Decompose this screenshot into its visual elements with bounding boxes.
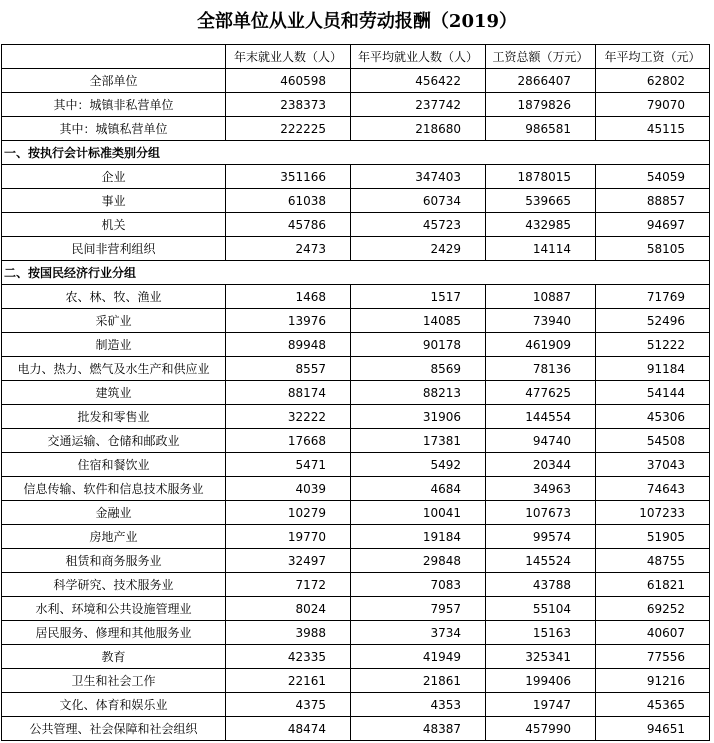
table-row <box>2 645 710 669</box>
row-label: 交通运输、仓储和邮政业 <box>2 429 226 453</box>
cell-average-employees: 237742 <box>351 93 486 117</box>
row-label: 其中：城镇私营单位 <box>2 117 226 141</box>
header-cell-average-employees: 年平均就业人数（人） <box>351 45 486 69</box>
cell-average-wage: 52496 <box>596 309 710 333</box>
row-label: 居民服务、修理和其他服务业 <box>2 621 226 645</box>
header-cell-total-wages: 工资总额（万元） <box>486 45 596 69</box>
cell-yearend-employees: 460598 <box>226 69 351 93</box>
cell-average-employees: 218680 <box>351 117 486 141</box>
table-row <box>2 405 710 429</box>
cell-yearend-employees: 19770 <box>226 525 351 549</box>
cell-total-wages: 145524 <box>486 549 596 573</box>
table-row <box>2 549 710 573</box>
cell-average-wage: 45115 <box>596 117 710 141</box>
row-label: 住宿和餐饮业 <box>2 453 226 477</box>
table-row <box>2 429 710 453</box>
row-label: 水利、环境和公共设施管理业 <box>2 597 226 621</box>
cell-average-employees: 2429 <box>351 237 486 261</box>
cell-total-wages: 199406 <box>486 669 596 693</box>
cell-average-employees: 60734 <box>351 189 486 213</box>
table-row <box>2 669 710 693</box>
cell-total-wages: 539665 <box>486 189 596 213</box>
cell-yearend-employees: 351166 <box>226 165 351 189</box>
row-label: 科学研究、技术服务业 <box>2 573 226 597</box>
cell-average-wage: 58105 <box>596 237 710 261</box>
cell-total-wages: 144554 <box>486 405 596 429</box>
cell-average-employees: 3734 <box>351 621 486 645</box>
row-label: 农、林、牧、渔业 <box>2 285 226 309</box>
cell-average-wage: 94697 <box>596 213 710 237</box>
table-row <box>2 333 710 357</box>
table-row <box>2 717 710 741</box>
cell-average-wage: 51905 <box>596 525 710 549</box>
cell-yearend-employees: 8024 <box>226 597 351 621</box>
cell-average-wage: 91216 <box>596 669 710 693</box>
cell-total-wages: 477625 <box>486 381 596 405</box>
cell-total-wages: 432985 <box>486 213 596 237</box>
cell-yearend-employees: 42335 <box>226 645 351 669</box>
cell-yearend-employees: 7172 <box>226 573 351 597</box>
cell-total-wages: 78136 <box>486 357 596 381</box>
row-label: 企业 <box>2 165 226 189</box>
table-row <box>2 477 710 501</box>
table-row <box>2 285 710 309</box>
section-row <box>2 261 710 285</box>
row-label: 采矿业 <box>2 309 226 333</box>
cell-average-wage: 48755 <box>596 549 710 573</box>
cell-average-wage: 69252 <box>596 597 710 621</box>
cell-yearend-employees: 4375 <box>226 693 351 717</box>
cell-total-wages: 1879826 <box>486 93 596 117</box>
row-label: 批发和零售业 <box>2 405 226 429</box>
cell-average-employees: 29848 <box>351 549 486 573</box>
table-row <box>2 357 710 381</box>
cell-yearend-employees: 45786 <box>226 213 351 237</box>
cell-yearend-employees: 22161 <box>226 669 351 693</box>
cell-yearend-employees: 4039 <box>226 477 351 501</box>
header-cell-average-wage: 年平均工资（元） <box>596 45 710 69</box>
table-row <box>2 213 710 237</box>
cell-yearend-employees: 8557 <box>226 357 351 381</box>
cell-average-employees: 17381 <box>351 429 486 453</box>
cell-average-employees: 31906 <box>351 405 486 429</box>
cell-total-wages: 461909 <box>486 333 596 357</box>
row-label: 事业 <box>2 189 226 213</box>
cell-average-wage: 37043 <box>596 453 710 477</box>
cell-total-wages: 55104 <box>486 597 596 621</box>
cell-total-wages: 14114 <box>486 237 596 261</box>
row-label: 其中：城镇非私营单位 <box>2 93 226 117</box>
cell-average-wage: 107233 <box>596 501 710 525</box>
cell-average-wage: 45365 <box>596 693 710 717</box>
cell-average-wage: 51222 <box>596 333 710 357</box>
row-label: 公共管理、社会保障和社会组织 <box>2 717 226 741</box>
cell-total-wages: 10887 <box>486 285 596 309</box>
row-label: 建筑业 <box>2 381 226 405</box>
cell-average-employees: 4353 <box>351 693 486 717</box>
cell-average-employees: 7957 <box>351 597 486 621</box>
cell-yearend-employees: 32222 <box>226 405 351 429</box>
cell-average-wage: 79070 <box>596 93 710 117</box>
cell-total-wages: 1878015 <box>486 165 596 189</box>
cell-total-wages: 73940 <box>486 309 596 333</box>
cell-average-wage: 88857 <box>596 189 710 213</box>
cell-total-wages: 20344 <box>486 453 596 477</box>
cell-average-wage: 40607 <box>596 621 710 645</box>
cell-yearend-employees: 88174 <box>226 381 351 405</box>
cell-average-employees: 4684 <box>351 477 486 501</box>
row-label: 民间非营利组织 <box>2 237 226 261</box>
row-label: 卫生和社会工作 <box>2 669 226 693</box>
table-row <box>2 237 710 261</box>
table-row <box>2 381 710 405</box>
header-row <box>2 45 710 69</box>
cell-total-wages: 15163 <box>486 621 596 645</box>
header-cell-yearend-employees: 年末就业人数（人） <box>226 45 351 69</box>
cell-average-wage: 71769 <box>596 285 710 309</box>
cell-average-employees: 1517 <box>351 285 486 309</box>
cell-yearend-employees: 3988 <box>226 621 351 645</box>
header-cell-category <box>2 45 226 69</box>
cell-yearend-employees: 10279 <box>226 501 351 525</box>
cell-total-wages: 457990 <box>486 717 596 741</box>
cell-average-wage: 54059 <box>596 165 710 189</box>
cell-average-employees: 10041 <box>351 501 486 525</box>
cell-average-wage: 61821 <box>596 573 710 597</box>
row-label: 信息传输、软件和信息技术服务业 <box>2 477 226 501</box>
table-row <box>2 69 710 93</box>
cell-yearend-employees: 1468 <box>226 285 351 309</box>
cell-yearend-employees: 89948 <box>226 333 351 357</box>
cell-average-employees: 21861 <box>351 669 486 693</box>
section-label: 二、按国民经济行业分组 <box>2 261 710 285</box>
table-body <box>2 69 710 741</box>
cell-average-wage: 91184 <box>596 357 710 381</box>
cell-total-wages: 34963 <box>486 477 596 501</box>
cell-average-employees: 45723 <box>351 213 486 237</box>
cell-yearend-employees: 222225 <box>226 117 351 141</box>
section-label: 一、按执行会计标准类别分组 <box>2 141 710 165</box>
row-label: 全部单位 <box>2 69 226 93</box>
row-label: 机关 <box>2 213 226 237</box>
cell-total-wages: 2866407 <box>486 69 596 93</box>
table-row <box>2 693 710 717</box>
cell-average-employees: 19184 <box>351 525 486 549</box>
cell-average-employees: 14085 <box>351 309 486 333</box>
cell-average-wage: 77556 <box>596 645 710 669</box>
cell-total-wages: 99574 <box>486 525 596 549</box>
table-row <box>2 525 710 549</box>
cell-total-wages: 107673 <box>486 501 596 525</box>
cell-total-wages: 19747 <box>486 693 596 717</box>
cell-yearend-employees: 2473 <box>226 237 351 261</box>
cell-average-employees: 41949 <box>351 645 486 669</box>
cell-yearend-employees: 13976 <box>226 309 351 333</box>
cell-yearend-employees: 5471 <box>226 453 351 477</box>
row-label: 文化、体育和娱乐业 <box>2 693 226 717</box>
cell-average-employees: 88213 <box>351 381 486 405</box>
cell-average-employees: 456422 <box>351 69 486 93</box>
cell-average-employees: 8569 <box>351 357 486 381</box>
cell-yearend-employees: 17668 <box>226 429 351 453</box>
cell-average-wage: 94651 <box>596 717 710 741</box>
cell-yearend-employees: 61038 <box>226 189 351 213</box>
section-row <box>2 141 710 165</box>
table-row <box>2 597 710 621</box>
wage-table <box>1 44 710 741</box>
row-label: 制造业 <box>2 333 226 357</box>
cell-average-employees: 90178 <box>351 333 486 357</box>
cell-total-wages: 986581 <box>486 117 596 141</box>
cell-total-wages: 325341 <box>486 645 596 669</box>
cell-yearend-employees: 238373 <box>226 93 351 117</box>
cell-average-employees: 7083 <box>351 573 486 597</box>
cell-yearend-employees: 32497 <box>226 549 351 573</box>
row-label: 租赁和商务服务业 <box>2 549 226 573</box>
table-row <box>2 621 710 645</box>
table-row <box>2 189 710 213</box>
table-row <box>2 573 710 597</box>
cell-average-wage: 62802 <box>596 69 710 93</box>
cell-total-wages: 43788 <box>486 573 596 597</box>
cell-total-wages: 94740 <box>486 429 596 453</box>
row-label: 房地产业 <box>2 525 226 549</box>
row-label: 教育 <box>2 645 226 669</box>
cell-yearend-employees: 48474 <box>226 717 351 741</box>
page-title: 全部单位从业人员和劳动报酬（2019） <box>196 11 518 32</box>
cell-average-wage: 45306 <box>596 405 710 429</box>
table-row <box>2 453 710 477</box>
cell-average-employees: 48387 <box>351 717 486 741</box>
cell-average-wage: 74643 <box>596 477 710 501</box>
table-row <box>2 165 710 189</box>
row-label: 电力、热力、燃气及水生产和供应业 <box>2 357 226 381</box>
cell-average-employees: 5492 <box>351 453 486 477</box>
cell-average-wage: 54144 <box>596 381 710 405</box>
table-row <box>2 309 710 333</box>
table-row <box>2 501 710 525</box>
cell-average-wage: 54508 <box>596 429 710 453</box>
table-row <box>2 117 710 141</box>
table-row <box>2 93 710 117</box>
row-label: 金融业 <box>2 501 226 525</box>
cell-average-employees: 347403 <box>351 165 486 189</box>
